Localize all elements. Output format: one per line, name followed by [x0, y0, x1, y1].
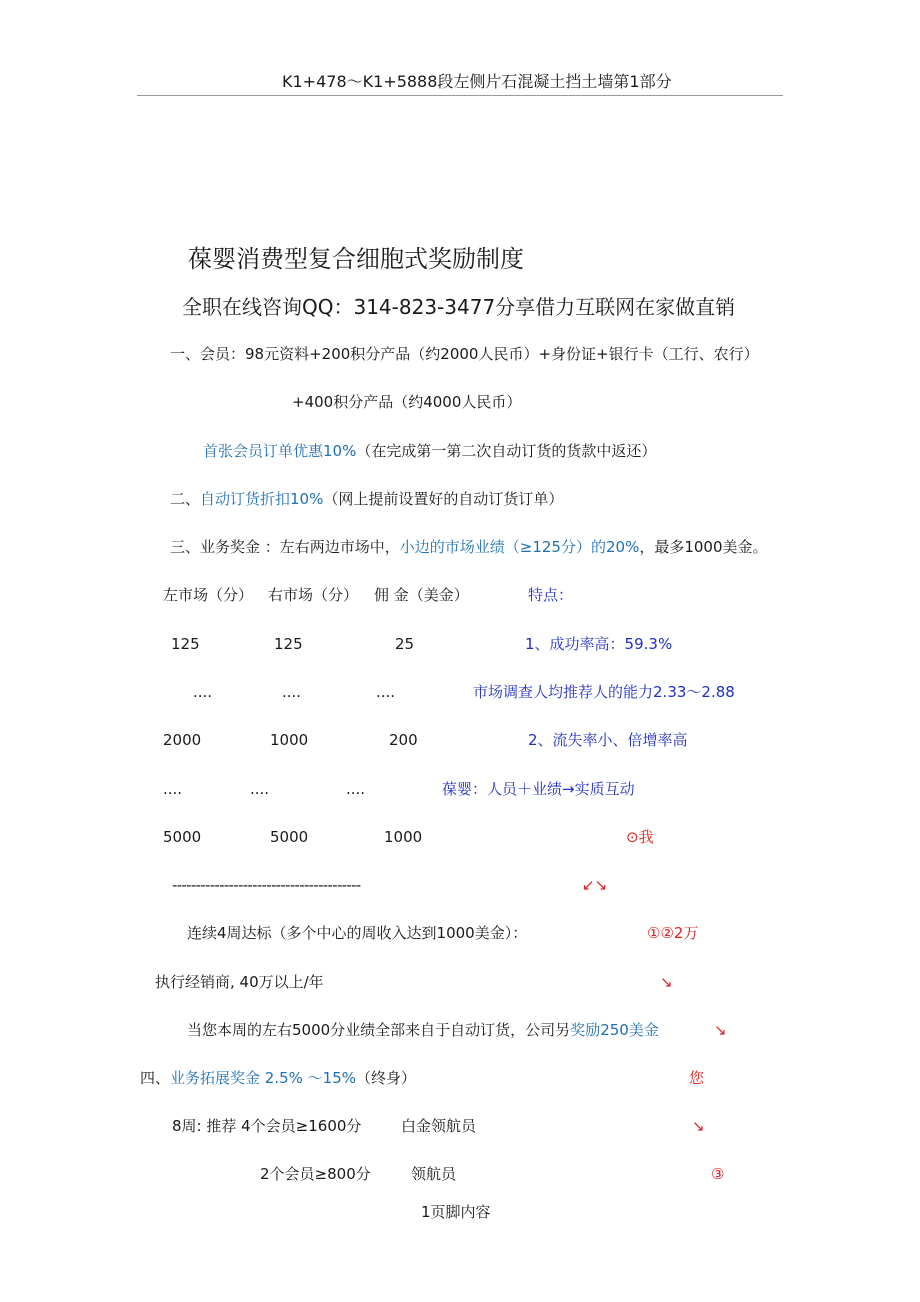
- member-line-1: 一、会员：98元资料+200积分产品（约2000人民币）+身份证+银行卡（工行、农行）: [170, 345, 759, 363]
- feature-item: 1、成功率高：59.3%: [525, 635, 673, 653]
- diagram-branches: ↙↘: [582, 876, 608, 894]
- rank-platinum-navigator: 白金领航员: [401, 1117, 477, 1135]
- features-label: 特点：: [528, 586, 574, 604]
- four-weeks-line: 连续4周达标（多个中心的周收入达到1000美金）：: [187, 924, 528, 942]
- diagram-arrow: ↘: [692, 1117, 705, 1135]
- table-header-right: 右市场（分）: [268, 586, 359, 604]
- feature-item: 2、流失率小、倍增率高: [528, 731, 688, 749]
- header-divider: [137, 95, 783, 96]
- table-cell: 2000: [163, 731, 202, 749]
- business-bonus-prefix: 三、业务奖金 ：左右两边市场中，: [170, 538, 400, 556]
- auto-order-highlight: 自动订货折扣10%: [200, 490, 324, 508]
- diagram-three: ③: [711, 1165, 725, 1183]
- diagram-you: 您: [689, 1069, 705, 1087]
- auto-order-prefix: 二、: [170, 490, 201, 508]
- page-header-title: K1+478～K1+5888段左侧片石混凝土挡土墙第1部分: [282, 72, 672, 91]
- table-cell: 200: [389, 731, 418, 749]
- diagram-arrow: ↘: [660, 973, 673, 991]
- eight-weeks-line: 8周: 推荐 4个会员≥1600分: [172, 1117, 362, 1135]
- business-bonus-suffix: ，最多1000美金。: [639, 538, 768, 556]
- two-members-line: 2个会员≥800分: [260, 1165, 371, 1183]
- discount-highlight: 首张会员订单优惠10%: [203, 442, 357, 460]
- business-bonus-line: [170, 537, 768, 557]
- rank-navigator: 领航员: [411, 1165, 457, 1183]
- table-cell: 25: [395, 635, 415, 653]
- table-cell: 125: [171, 635, 200, 653]
- table-cell: 5000: [163, 828, 202, 846]
- diagram-me: ⊙我: [626, 828, 654, 846]
- table-cell: ....: [376, 683, 396, 701]
- table-cell: ....: [193, 683, 213, 701]
- auto-order-line: [170, 489, 563, 509]
- table-header-commission: 佣 金（美金）: [374, 586, 469, 604]
- table-cell: ....: [346, 780, 366, 798]
- feature-item: 葆婴：人员＋业绩→实质互动: [442, 780, 635, 798]
- diagram-level: ①②2万: [647, 924, 699, 942]
- auto-order-note: （网上提前设置好的自动订货订单）: [323, 490, 564, 508]
- expansion-bonus-prefix: 四、: [140, 1069, 171, 1087]
- auto-order-bonus-text: 当您本周的左右5000分业绩全部来自于自动订货，公司另: [187, 1021, 571, 1039]
- table-cell: ....: [250, 780, 270, 798]
- executive-distributor-line: 执行经销商, 40万以上/年: [155, 973, 324, 991]
- table-cell: 1000: [384, 828, 423, 846]
- table-cell: 5000: [270, 828, 309, 846]
- doc-subtitle: 全职在线咨询QQ：314-823-3477分享借力互联网在家做直销: [182, 295, 736, 319]
- expansion-bonus-highlight: 业务拓展奖金 2.5% ～15%: [170, 1069, 357, 1087]
- auto-order-bonus-highlight: 奖励250美金: [570, 1021, 659, 1039]
- table-cell: 1000: [270, 731, 309, 749]
- discount-note: （在完成第一第二次自动订货的货款中返还）: [356, 442, 657, 460]
- auto-order-bonus-line: [187, 1020, 659, 1040]
- table-cell: ....: [163, 780, 183, 798]
- member-line-2: +400积分产品（约4000人民币）: [292, 393, 522, 411]
- doc-title: 葆婴消费型复合细胞式奖励制度: [188, 245, 524, 273]
- page-footer: 1页脚内容: [421, 1203, 491, 1221]
- table-cell: ....: [282, 683, 302, 701]
- table-header-left: 左市场（分）: [163, 586, 254, 604]
- expansion-bonus-line: [140, 1068, 416, 1088]
- diagram-arrow: ↘: [714, 1021, 727, 1039]
- feature-item: 市场调查人均推荐人的能力2.33～2.88: [473, 683, 735, 701]
- expansion-bonus-note: （终身）: [356, 1069, 417, 1087]
- business-bonus-highlight: 小边的市场业绩（≥125分）的20%: [399, 538, 640, 556]
- dashed-divider: ----------------------------------------: [172, 876, 361, 894]
- table-cell: 125: [274, 635, 303, 653]
- discount-line: [203, 441, 656, 461]
